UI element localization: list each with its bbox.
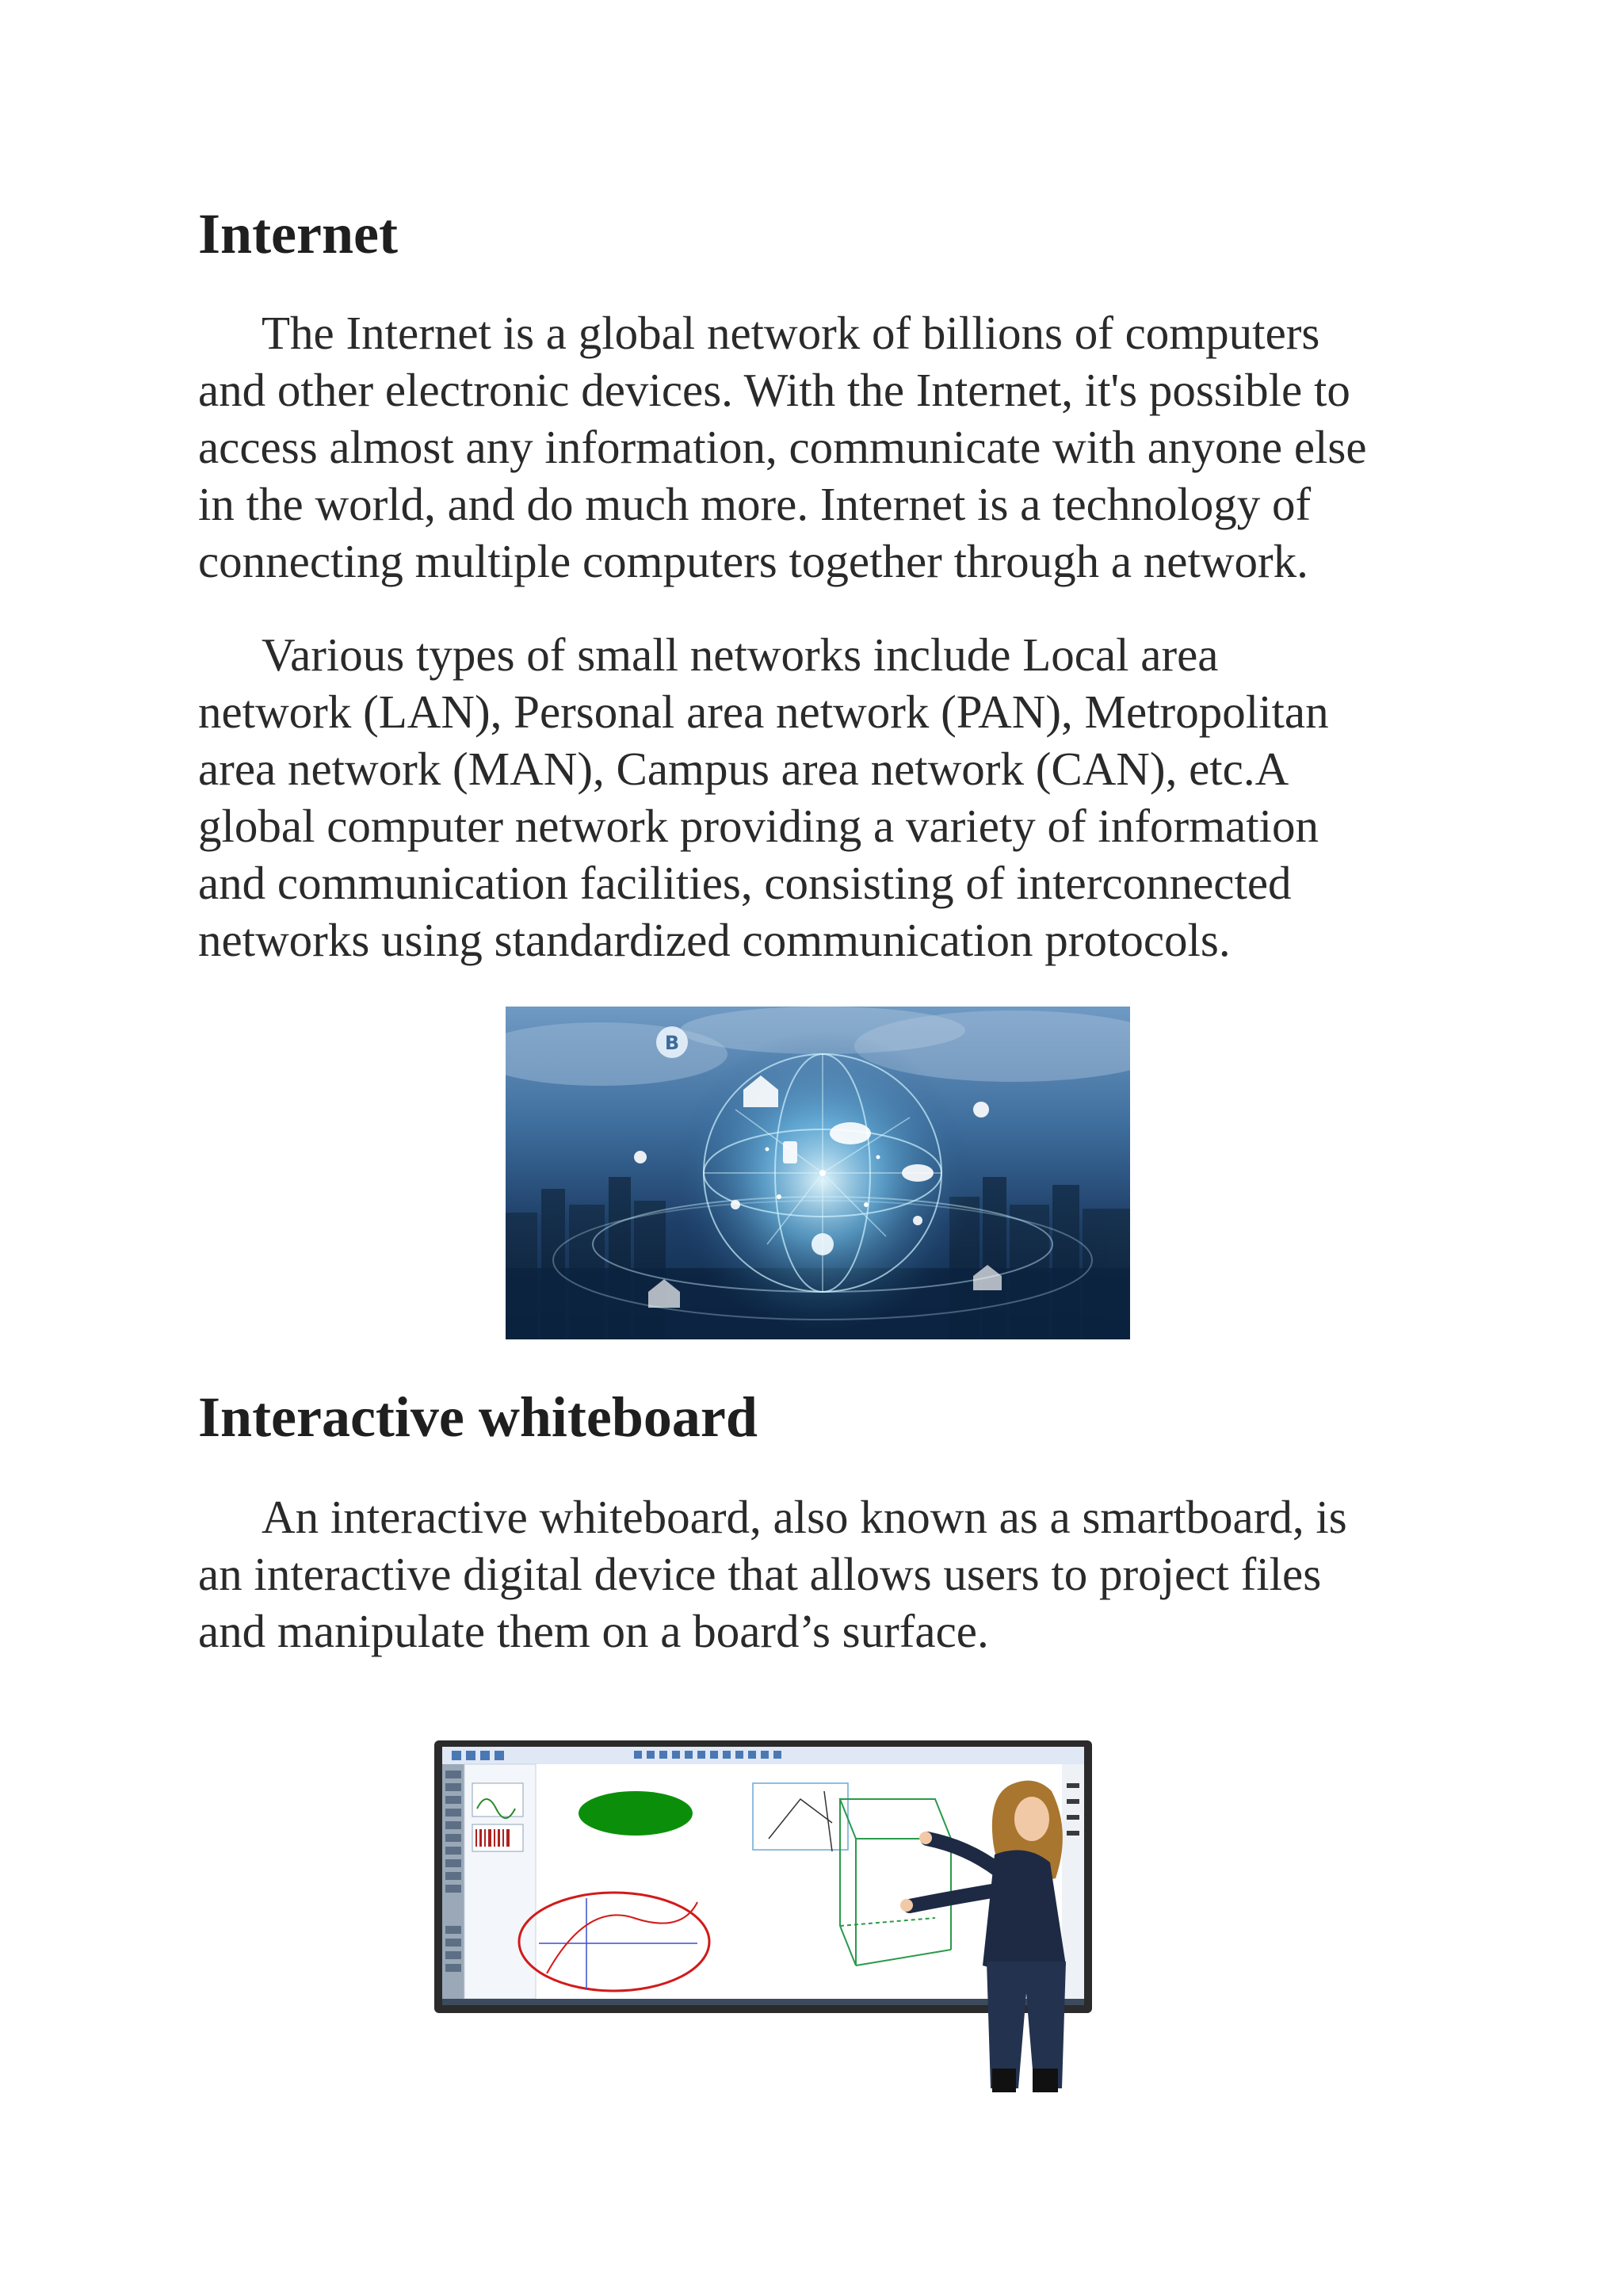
network-illustration [506,1007,1130,1339]
network-globe-city-photo [506,1007,1130,1339]
paragraph-line: global computer network providing a variety of information [198,800,1319,852]
paragraph-line: an interactive digital device that allows users to project files [198,1548,1322,1600]
paragraph-line: network (LAN), Personal area network (PAN), Metropolitan [198,686,1329,738]
paragraph-line: in the world, and do much more. Internet is a technology of [198,478,1312,530]
paragraph-line: and communication facilities, consisting of interconnected [198,857,1292,909]
whiteboard-paragraph-1 [198,1488,1434,1660]
paragraph-line: area network (MAN), Campus area network (CAN), etc.A [198,743,1289,795]
paragraph-line: An interactive whiteboard, also known as a smartboard, is [262,1491,1347,1543]
paragraph-line: and manipulate them on a board’s surface. [198,1605,989,1657]
section-heading-internet: Internet [198,202,398,266]
section-heading-interactive-whiteboard: Interactive whiteboard [198,1385,758,1449]
paragraph-line: networks using standardized communication protocols. [198,914,1231,966]
interactive-whiteboard-photo [428,1736,1157,2092]
internet-paragraph-1 [198,304,1434,590]
paragraph-line: connecting multiple computers together through a network. [198,535,1308,587]
paragraph-line: access almost any information, communicate with anyone else [198,421,1367,473]
paragraph-line: Various types of small networks include Local area [262,628,1219,681]
whiteboard-illustration [428,1736,1157,2092]
overlay-letter: B [664,1032,680,1054]
paragraph-line: The Internet is a global network of billions of computers [262,307,1320,359]
internet-paragraph-2 [198,626,1434,968]
paragraph-line: and other electronic devices. With the Internet, it's possible to [198,364,1350,416]
